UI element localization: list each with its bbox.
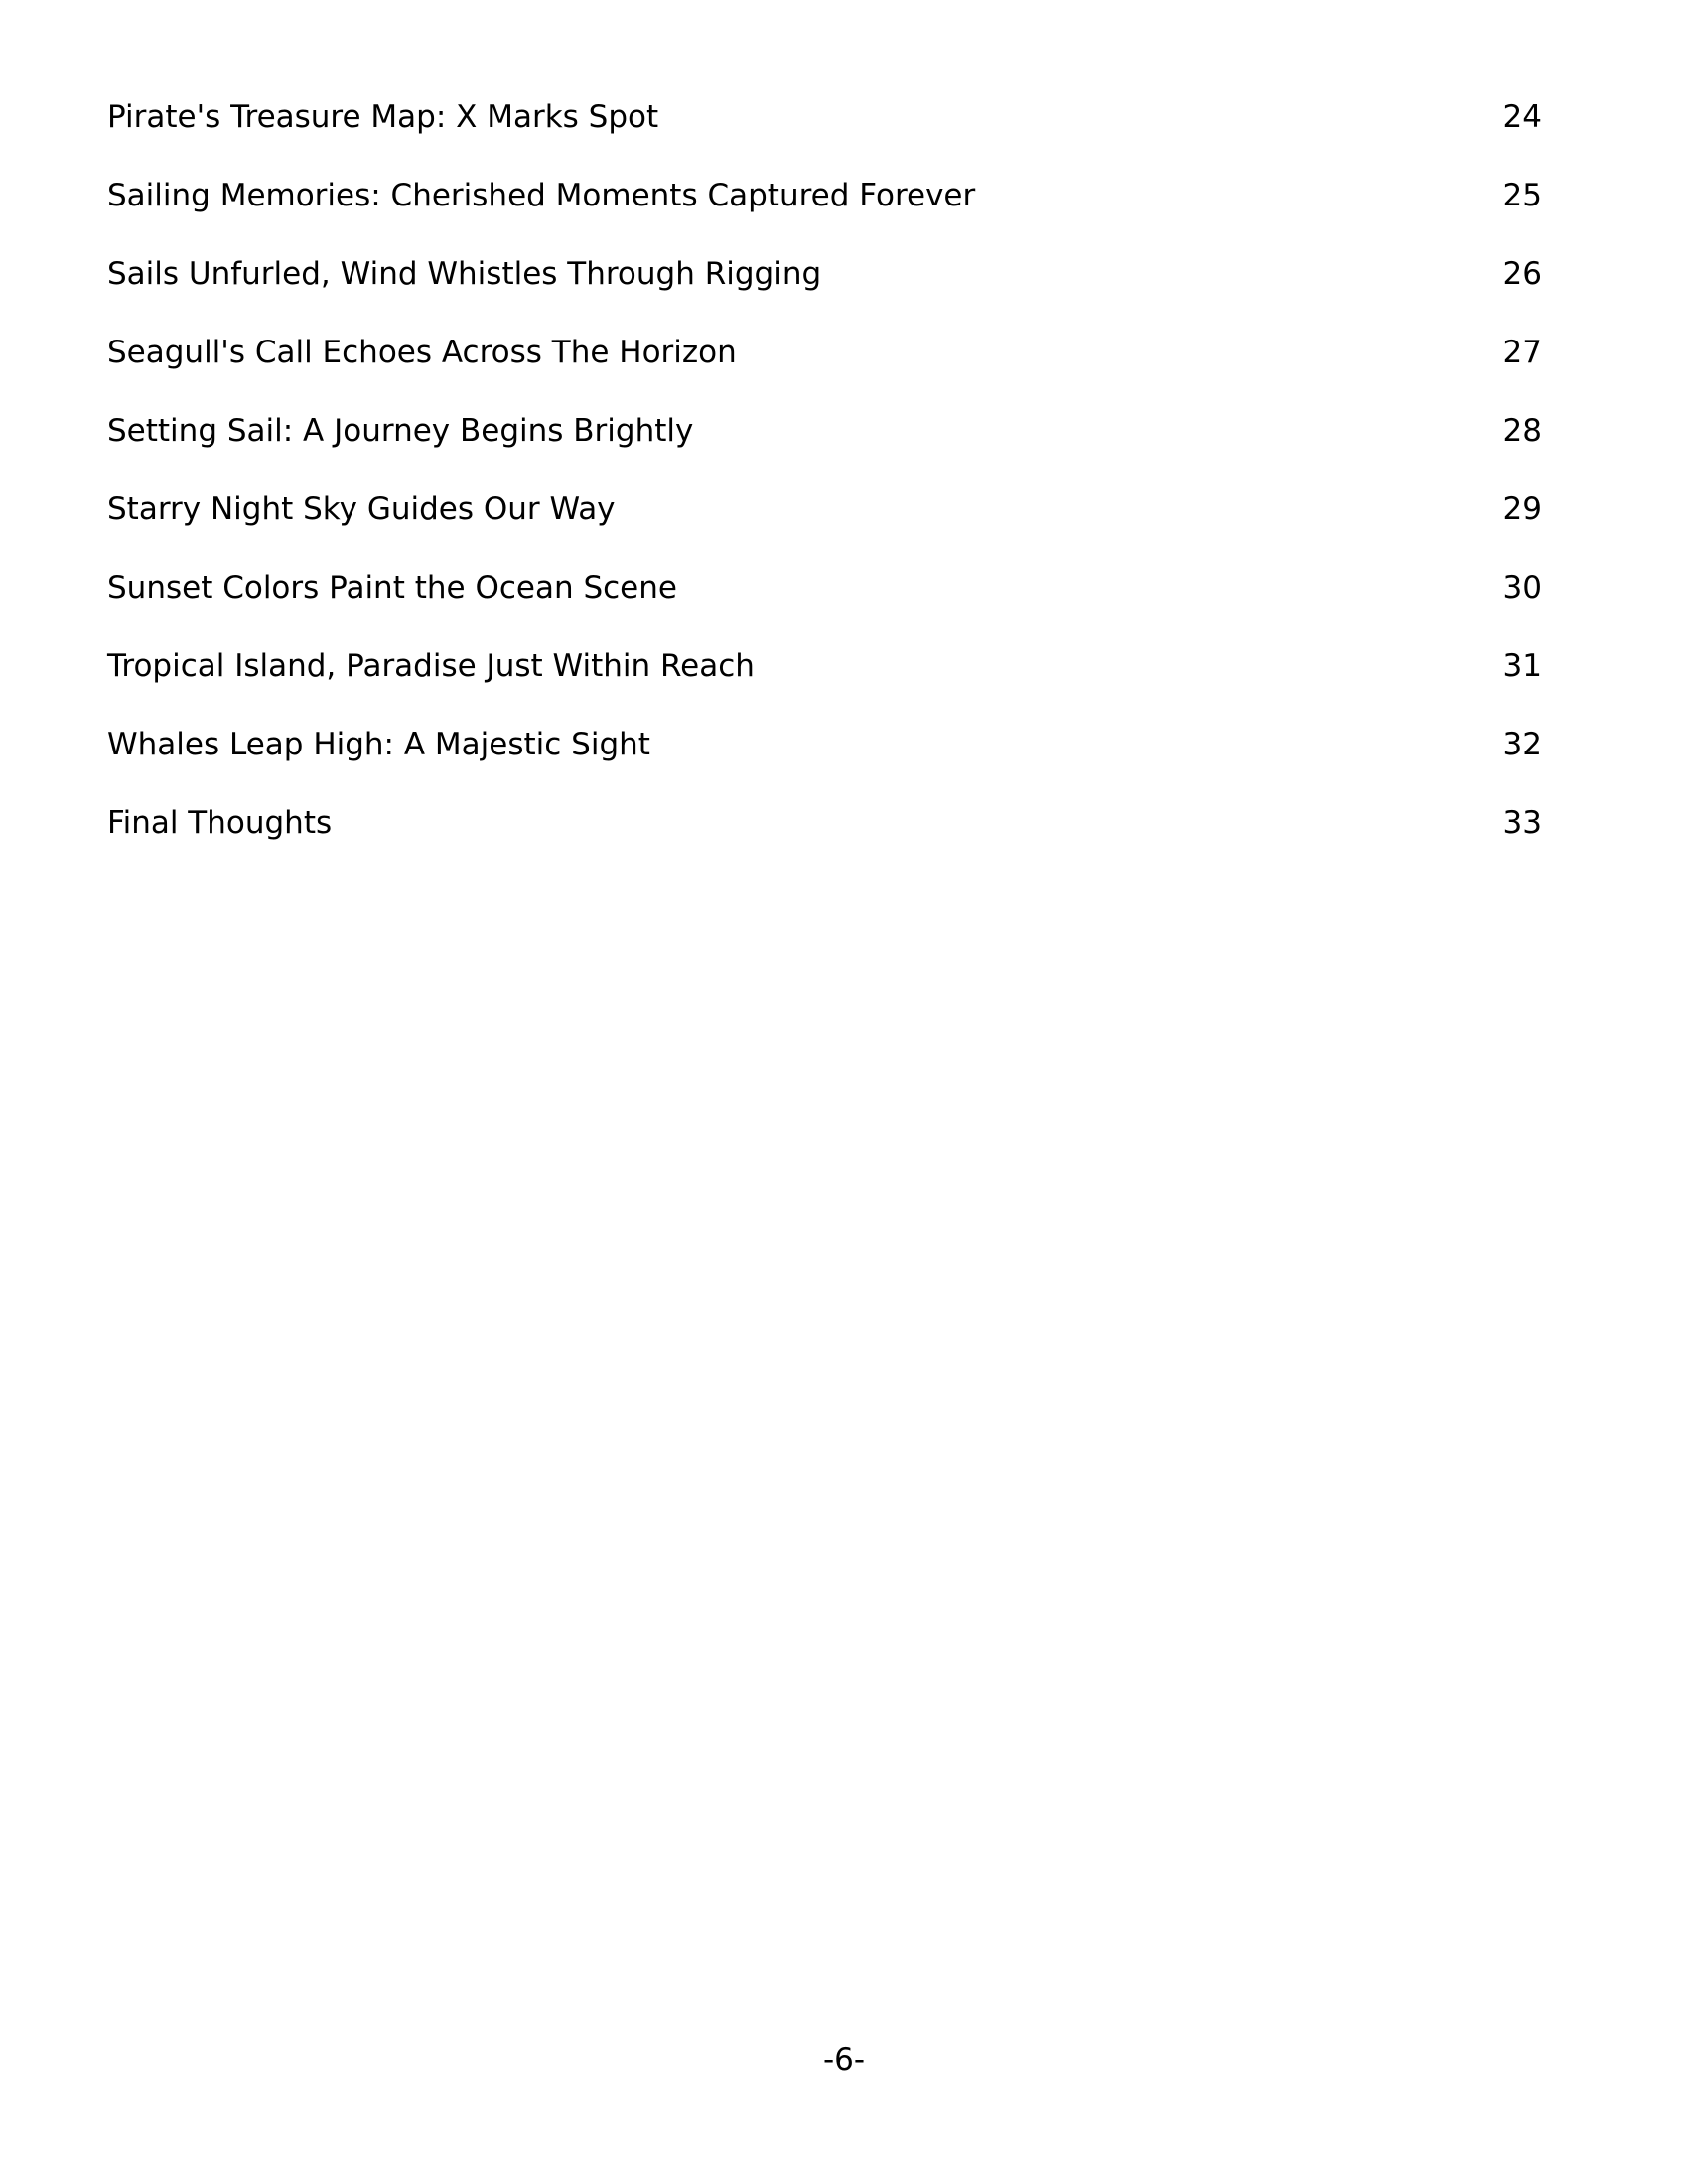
toc-entry[interactable]	[107, 484, 1542, 563]
table-of-contents	[107, 92, 1542, 877]
toc-entry-page: 28	[1502, 413, 1542, 449]
toc-entry[interactable]	[107, 720, 1542, 798]
toc-entry[interactable]	[107, 798, 1542, 877]
toc-entry-title: Pirate's Treasure Map: X Marks Spot	[107, 99, 659, 135]
toc-entry-page: 30	[1502, 570, 1542, 606]
toc-entry[interactable]	[107, 171, 1542, 249]
page-number: -6-	[822, 2042, 866, 2078]
toc-entry-title: Sails Unfurled, Wind Whistles Through Rigging	[107, 256, 822, 292]
toc-entry-title: Final Thoughts	[107, 805, 333, 841]
toc-entry[interactable]	[107, 641, 1542, 720]
toc-entry-page: 24	[1502, 99, 1542, 135]
toc-entry-page: 26	[1502, 256, 1542, 292]
toc-entry-title: Sailing Memories: Cherished Moments Captured Forever	[107, 178, 976, 213]
toc-entry-page: 25	[1502, 178, 1542, 213]
toc-entry[interactable]	[107, 406, 1542, 484]
toc-entry-title: Seagull's Call Echoes Across The Horizon	[107, 335, 737, 370]
toc-entry-title: Tropical Island, Paradise Just Within Reach	[107, 648, 755, 684]
toc-entry-title: Starry Night Sky Guides Our Way	[107, 491, 616, 527]
toc-entry[interactable]	[107, 563, 1542, 641]
toc-entry-page: 29	[1502, 491, 1542, 527]
toc-entry-title: Setting Sail: A Journey Begins Brightly	[107, 413, 694, 449]
toc-entry[interactable]	[107, 328, 1542, 406]
toc-entry[interactable]	[107, 92, 1542, 171]
toc-entry-title: Sunset Colors Paint the Ocean Scene	[107, 570, 677, 606]
toc-entry-page: 27	[1502, 335, 1542, 370]
toc-entry-page: 31	[1502, 648, 1542, 684]
toc-entry-page: 33	[1502, 805, 1542, 841]
toc-entry-page: 32	[1502, 727, 1542, 762]
toc-entry[interactable]	[107, 249, 1542, 328]
toc-entry-title: Whales Leap High: A Majestic Sight	[107, 727, 650, 762]
